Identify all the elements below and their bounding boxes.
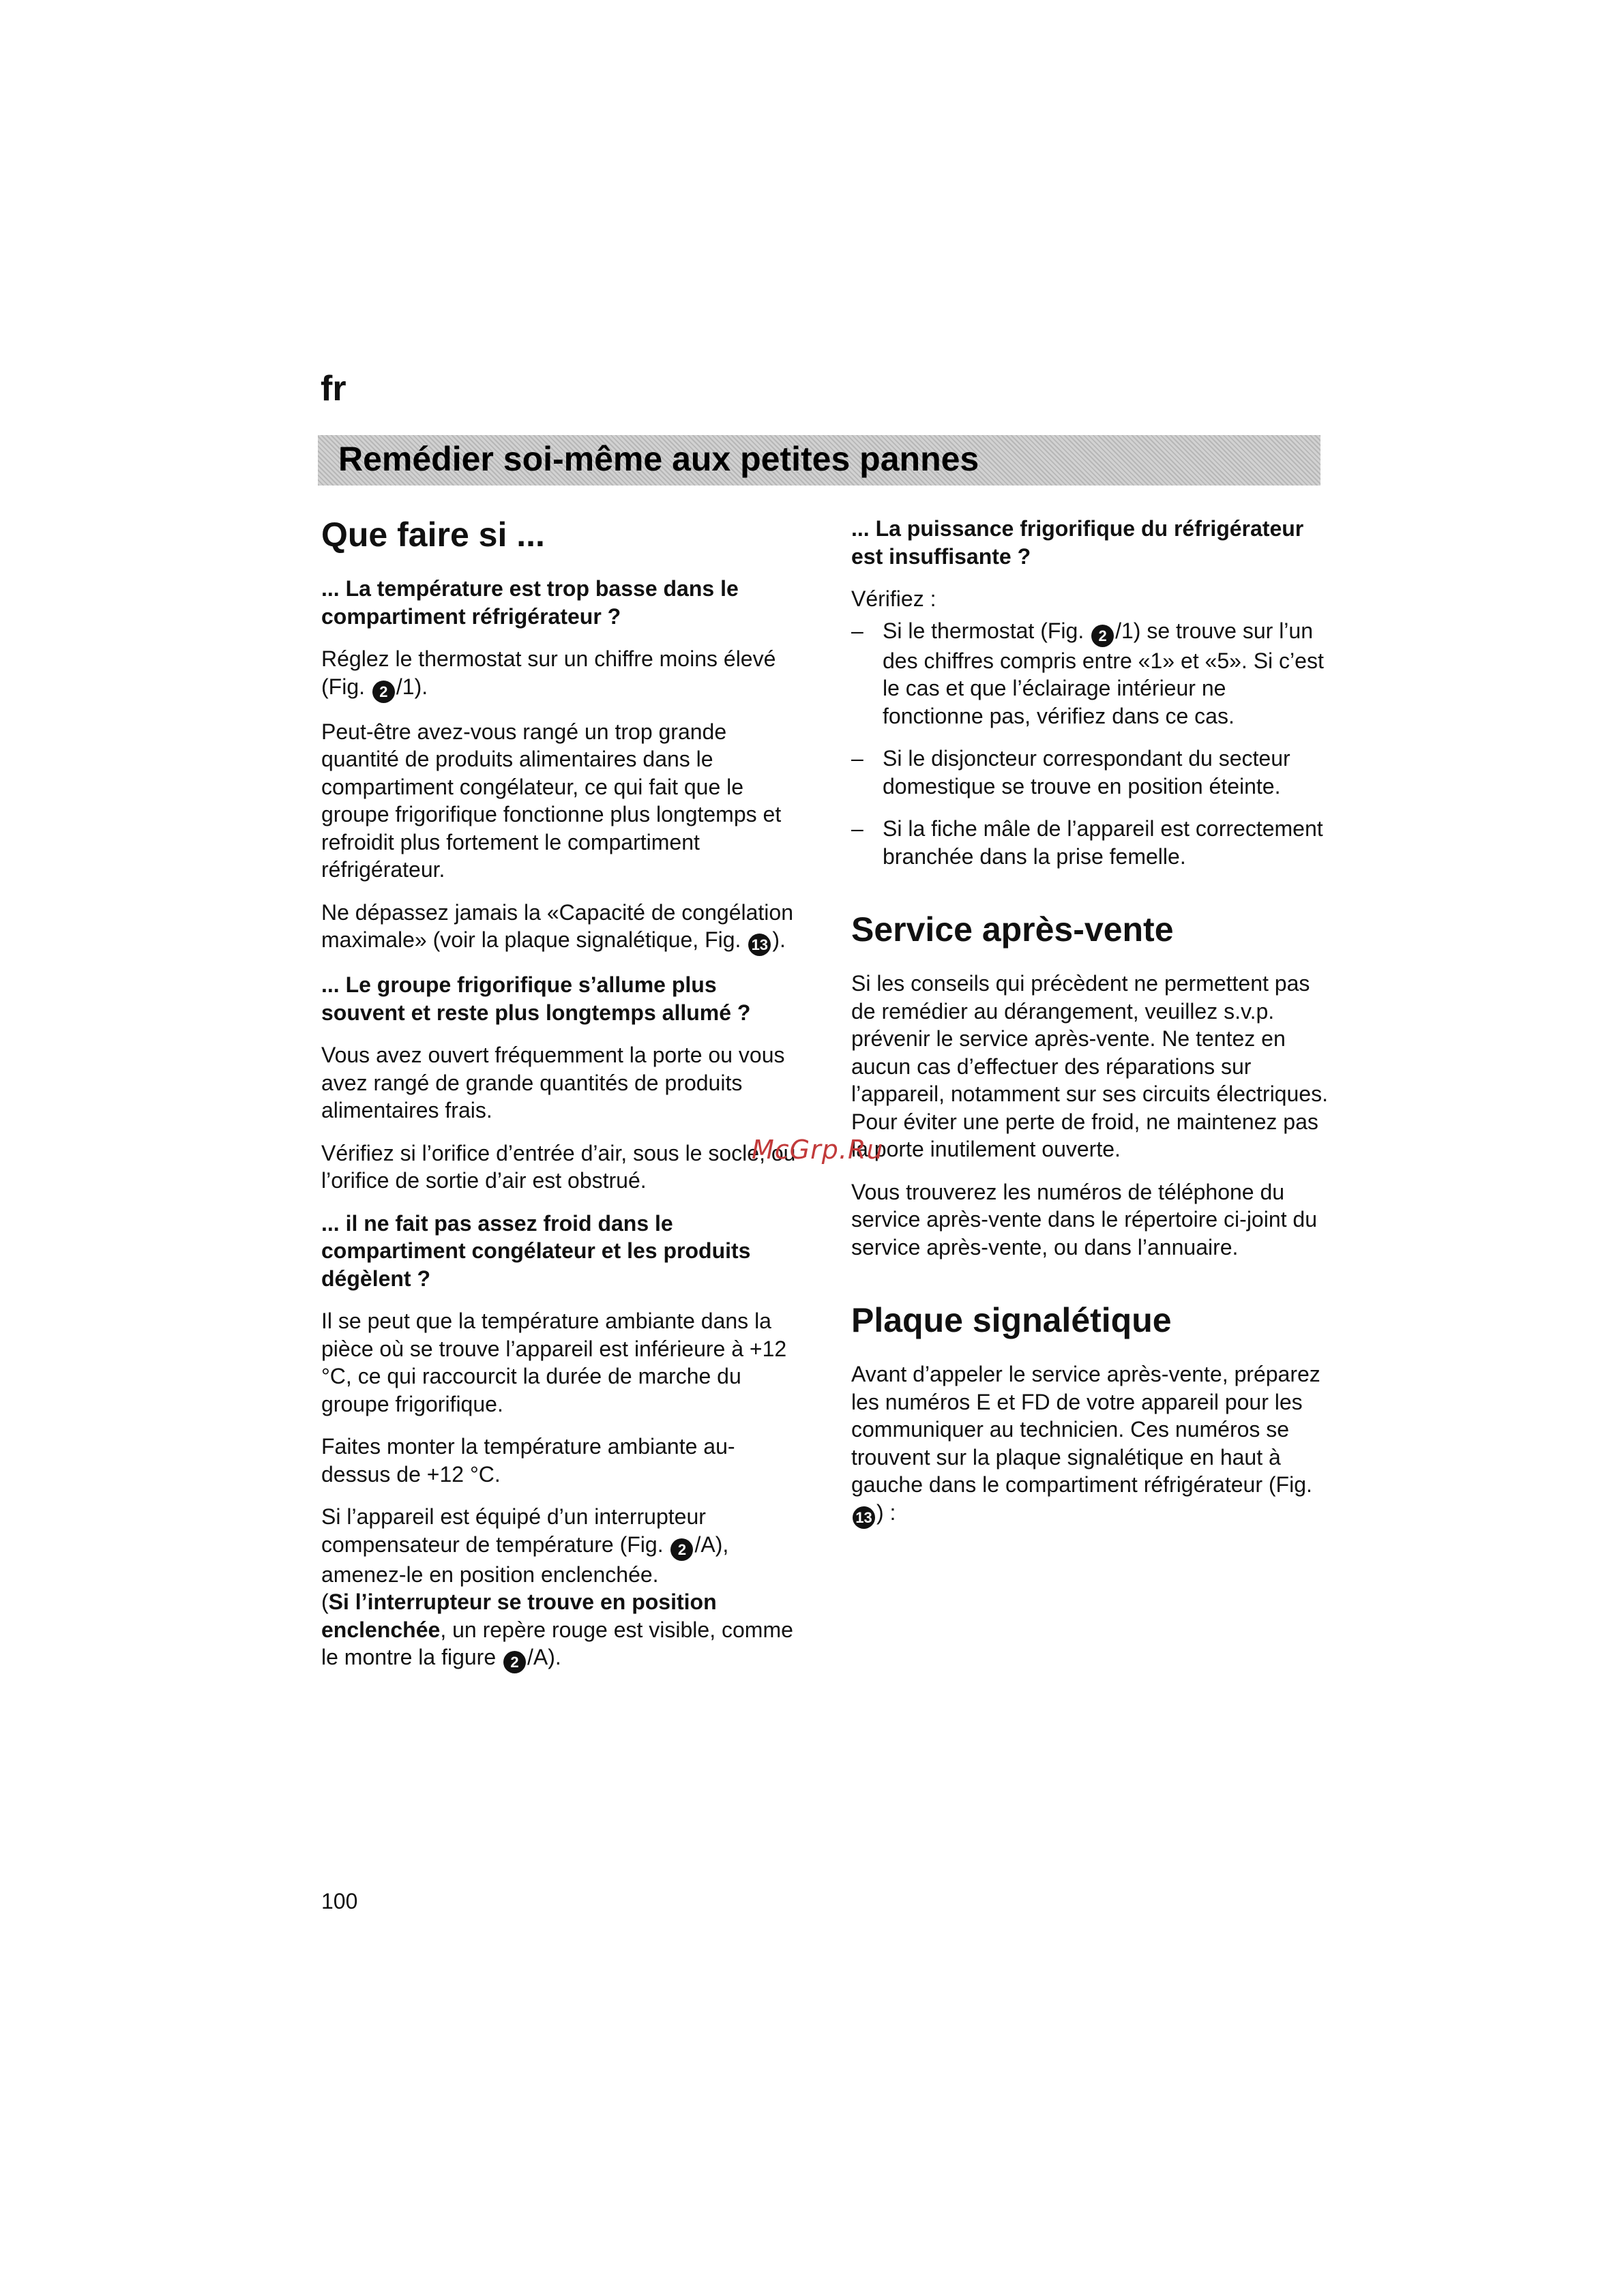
paragraph: Ne dépassez jamais la «Capacité de congélation maximale» (voir la plaque signalétique, Fig. 13 ). (321, 899, 799, 957)
question-compressor-runs-longer: ... Le groupe frigorifique s’allume plus souvent et reste plus longtemps allumé ? (321, 972, 751, 1025)
figure-ref-badge: 2 (503, 1651, 526, 1673)
section-banner (318, 435, 1320, 486)
question-cooling-insufficient: ... La puissance frigorifique du réfrigérateur est insuffisante ? (851, 516, 1304, 569)
paragraph: Réglez le thermostat sur un chiffre moins élevé (Fig. 2 /1). (321, 645, 799, 703)
paragraph: Vous avez ouvert fréquemment la porte ou vous avez rangé de grande quantités de produits alimentaires frais. (321, 1043, 785, 1122)
check-list (851, 617, 1329, 871)
heading-que-faire: Que faire si ... (321, 516, 545, 554)
figure-ref-badge: 13 (853, 1506, 875, 1529)
list-item: – Si la fiche mâle de l’appareil est correctement branchée dans la prise femelle. (851, 815, 1329, 870)
paragraph: Vous trouverez les numéros de téléphone du service après-vente dans le répertoire ci-joint du service après-vente, ou dans l’annuaire. (851, 1179, 1317, 1259)
paragraph: Avant d’appeler le service après-vente, préparez les numéros E et FD de votre appareil pour les communiquer au technicien. Ces numéros se trouvent sur la plaque signalétique en haut à gauche dans le compartiment réfrigérateur (Fig. 13 ) : (851, 1360, 1329, 1529)
language-code: fr (321, 369, 346, 408)
list-item: – Si le disjoncteur correspondant du secteur domestique se trouve en position éteinte. (851, 745, 1329, 800)
figure-ref-badge: 2 (670, 1538, 693, 1561)
heading-plaque: Plaque signalétique (851, 1301, 1172, 1339)
page-number: 100 (321, 1889, 358, 1913)
right-column (851, 515, 1329, 1544)
figure-ref-badge: 2 (372, 681, 395, 703)
paragraph: Si les conseils qui précèdent ne permettent pas de remédier au dérangement, veuillez s.v.p. prévenir le service après-vente. Ne tentez en aucun cas d’effectuer des réparations sur l’appareil, notamment sur ses circuits électriques. Pour éviter une perte de froid, ne maintenez pas la porte inutilement ouverte. (851, 971, 1328, 1161)
question-temp-too-low: ... La température est trop basse dans le compartiment réfrigérateur ? (321, 576, 739, 629)
banner-title: Remédier soi-même aux petites pannes (338, 440, 979, 478)
paragraph: Il se peut que la température ambiante dans la pièce où se trouve l’appareil est inférieure à +12 °C, ce qui raccourcit la durée de marche du groupe frigorifique. (321, 1309, 787, 1416)
figure-ref-badge: 13 (748, 934, 771, 956)
watermark: McGrp.Ru (752, 1135, 884, 1165)
list-item: – Si le thermostat (Fig. 2 /1) se trouve sur l’un des chiffres compris entre «1» et «5». Si c’est le cas et que l’éclairage intérieur ne fonctionne pas, vérifiez dans ce cas. (851, 617, 1329, 730)
paragraph: Vérifiez : (851, 586, 936, 611)
left-column (321, 515, 799, 1688)
paragraph: Faites monter la température ambiante au-dessus de +12 °C. (321, 1434, 735, 1487)
question-freezer-not-cold: ... il ne fait pas assez froid dans le compartiment congélateur et les produits dégèlent ? (321, 1210, 751, 1291)
paragraph: Vérifiez si l’orifice d’entrée d’air, sous le socle, ou l’orifice de sortie d’air est obstrué. (321, 1140, 796, 1193)
paragraph: Si l’appareil est équipé d’un interrupteur compensateur de température (Fig. 2 /A), amenez-le en position enclenchée. (Si l’interrupteur se trouve en position enclenchée, un repère rouge est visible, comme le montre la figure 2 /A). (321, 1503, 799, 1673)
figure-ref-badge: 2 (1091, 625, 1114, 647)
paragraph: Peut-être avez-vous rangé un trop grande quantité de produits alimentaires dans le compartiment congélateur, ce qui fait que le groupe frigorifique fonctionne plus longtemps et refroidit plus fortement le compartiment réfrigérateur. (321, 719, 782, 882)
bold-note: Si l’interrupteur se trouve en position enclenchée (321, 1590, 717, 1642)
heading-service: Service après-vente (851, 910, 1174, 949)
